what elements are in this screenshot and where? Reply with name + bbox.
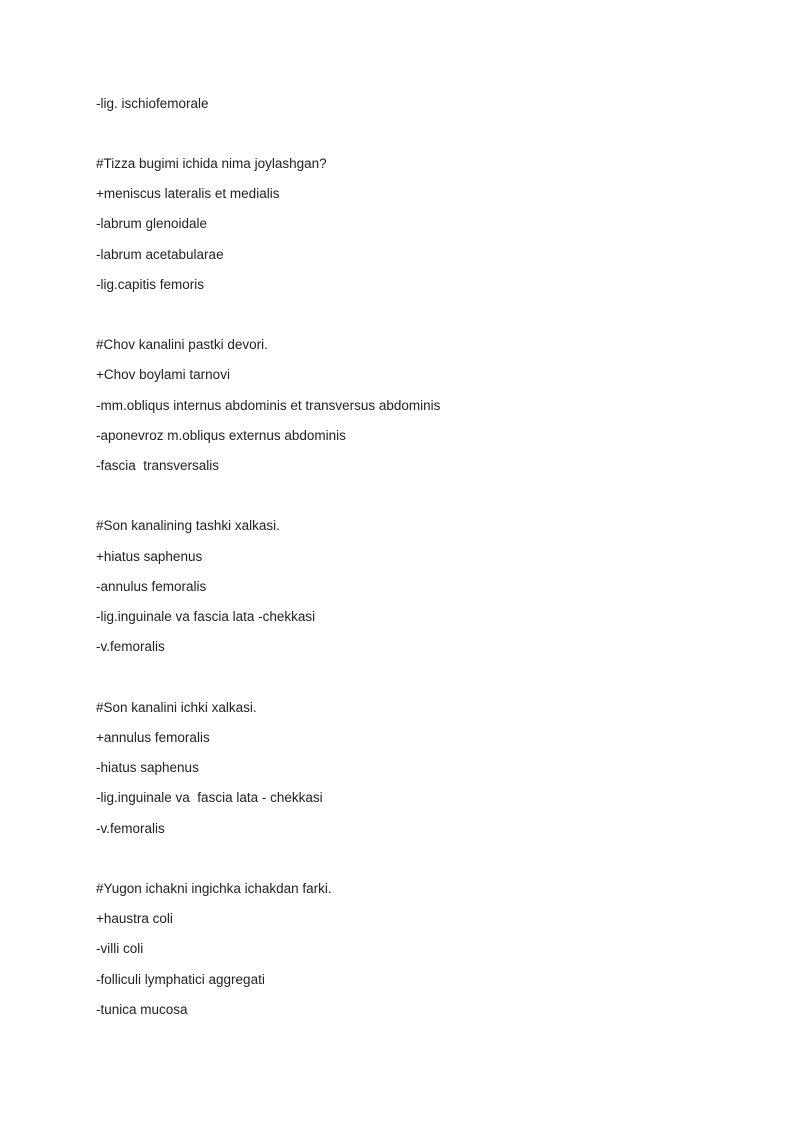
question: #Chov kanalini pastki devori. <box>96 337 268 352</box>
answer-option: -folliculi lymphatici aggregati <box>96 972 265 987</box>
question: #Tizza bugimi ichida nima joylashgan? <box>96 156 327 171</box>
answer-option: -aponevroz m.obliqus externus abdominis <box>96 428 346 443</box>
answer-option: -hiatus saphenus <box>96 760 199 775</box>
answer-option: -v.femoralis <box>96 639 165 654</box>
answer-option: -v.femoralis <box>96 821 165 836</box>
answer-option: -mm.obliqus internus abdominis et transversus abdominis <box>96 398 441 413</box>
question: #Son kanalini ichki xalkasi. <box>96 700 257 715</box>
answer-option: -villi coli <box>96 941 144 956</box>
answer-option: -lig.inguinale va fascia lata -chekkasi <box>96 609 316 624</box>
answer-option: -lig.inguinale va fascia lata - chekkasi <box>96 790 323 805</box>
answer-option: -labrum glenoidale <box>96 216 208 231</box>
correct-answer: +Chov boylami tarnovi <box>96 367 230 382</box>
correct-answer: +annulus femoralis <box>96 730 210 745</box>
correct-answer: +meniscus lateralis et medialis <box>96 186 280 201</box>
correct-answer: +hiatus saphenus <box>96 549 203 564</box>
correct-answer: +haustra coli <box>96 911 173 926</box>
question: #Yugon ichakni ingichka ichakdan farki. <box>96 881 332 896</box>
answer-option: -annulus femoralis <box>96 579 207 594</box>
answer-option: -tunica mucosa <box>96 1002 188 1017</box>
answer-option: -labrum acetabularae <box>96 247 224 262</box>
answer-option: -lig.capitis femoris <box>96 277 205 292</box>
answer-option: -fascia transversalis <box>96 458 220 473</box>
question: #Son kanalining tashki xalkasi. <box>96 518 280 533</box>
answer-option: -lig. ischiofemorale <box>96 96 209 111</box>
